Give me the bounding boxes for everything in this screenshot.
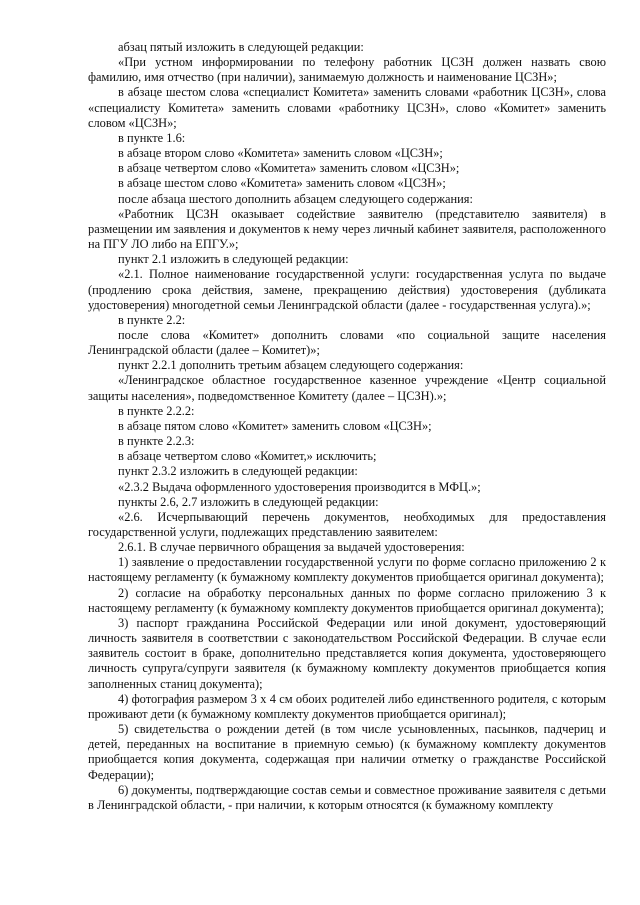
paragraph-5: в абзаце втором слово «Комитета» заменить словом «ЦСЗН»; <box>118 146 443 161</box>
paragraph-8: после абзаца шестого дополнить абзацем следующего содержания: <box>118 191 473 206</box>
paragraph-27: 3) паспорт гражданина Российской Федерации или иной документ, удостоверяющий личность заявителя в соответствии с законодательством Российской Федерации. В случае если заявитель состоит в браке, дополнительно представляется копия документа, удостоверяющего личность супруга/супруги заявителя (к бумажному комплекту документов приобщается копия заполненных станиц документа); <box>88 615 606 691</box>
paragraph-16: в пункте 2.2.2: <box>118 403 195 418</box>
paragraph-28: 4) фотография размером 3 х 4 см обоих родителей либо единственного родителя, с которым проживают дети (к бумажному комплекту документов приобщается оригинал); <box>88 691 606 721</box>
paragraph-13: после слова «Комитет» дополнить словами «по социальной защите населения Ленинградской области (далее – Комитет)»; <box>88 327 606 358</box>
paragraph-17: в абзаце пятом слово «Комитет» заменить словом «ЦСЗН»; <box>118 418 432 433</box>
paragraph-1: абзац пятый изложить в следующей редакции: <box>118 40 364 54</box>
paragraph-23: «2.6. Исчерпывающий перечень документов, необходимых для предоставления государственной услуги, подлежащих представлению заявителем: <box>88 509 606 539</box>
paragraph-18: в пункте 2.2.3: <box>118 434 195 449</box>
paragraph-12: в пункте 2.2: <box>118 312 186 327</box>
paragraph-26: 2) согласие на обработку персональных данных по форме согласно приложению 3 к настоящему регламенту (к бумажному комплекту документов приобщается оригинал документа); <box>88 585 606 615</box>
paragraph-29: 5) свидетельства о рождении детей (в том числе усыновленных, пасынков, падчериц и детей, переданных на воспитание в приемную семью) (к бумажному комплекту документов приобщается копия документа, содержащая при наличии отметку о гражданстве Российской Федерации); <box>88 722 606 782</box>
paragraph-20: пункт 2.3.2 изложить в следующей редакции: <box>118 464 358 479</box>
paragraph-7: в абзаце шестом слово «Комитета» заменить словом «ЦСЗН»; <box>118 176 446 191</box>
paragraph-19: в абзаце четвертом слово «Комитет,» исключить; <box>118 449 377 464</box>
paragraph-15: «Ленинградское областное государственное казенное учреждение «Центр социальной защиты населения», подведомственное Комитету (далее – ЦСЗН).»; <box>88 373 606 403</box>
paragraph-22: пункты 2.6, 2.7 изложить в следующей редакции: <box>118 494 379 509</box>
paragraph-6: в абзаце четвертом слово «Комитета» заменить словом «ЦСЗН»; <box>118 161 460 176</box>
paragraph-25: 1) заявление о предоставлении государственной услуги по форме согласно приложению 2 к настоящему регламенту (к бумажному комплекту документов приобщается оригинал документа); <box>88 555 606 585</box>
paragraph-4: в пункте 1.6: <box>118 130 186 145</box>
paragraph-14: пункт 2.2.1 дополнить третьим абзацем следующего содержания: <box>118 358 464 373</box>
paragraph-11: «2.1. Полное наименование государственной услуги: государственная услуга по выдаче (продлению срока действия, замене, прекращению действия) удостоверения (дубликата удостоверения) многодетной семьи Ленинградской области (далее - государственная услуга).»; <box>88 267 606 312</box>
paragraph-21: «2.3.2 Выдача оформленного удостоверения производится в МФЦ.»; <box>118 479 481 494</box>
paragraph-30: 6) документы, подтверждающие состав семьи и совместное проживание заявителя с детьми в Ленинградской области, - при наличии, к которым относятся (к бумажному комплекту <box>88 782 606 812</box>
paragraph-2: «При устном информировании по телефону работник ЦСЗН должен назвать свою фамилию, имя отчество (при наличии), занимаемую должность и наименование ЦСЗН»; <box>88 55 606 85</box>
document-page <box>88 40 606 813</box>
paragraph-24: 2.6.1. В случае первичного обращения за выдачей удостоверения: <box>118 540 465 555</box>
paragraph-10: пункт 2.1 изложить в следующей редакции: <box>118 252 349 267</box>
paragraph-3: в абзаце шестом слова «специалист Комитета» заменить словами «работник ЦСЗН», слова «специалисту Комитета» заменить словами «работнику ЦСЗН», слово «Комитет» заменить словом «ЦСЗН»; <box>88 85 606 130</box>
paragraph-9: «Работник ЦСЗН оказывает содействие заявителю (представителю заявителя) в размещении им заявления и документов к нему через личный кабинет заявителя, расположенного на ПГУ ЛО либо на ЕПГУ.»; <box>88 206 606 252</box>
